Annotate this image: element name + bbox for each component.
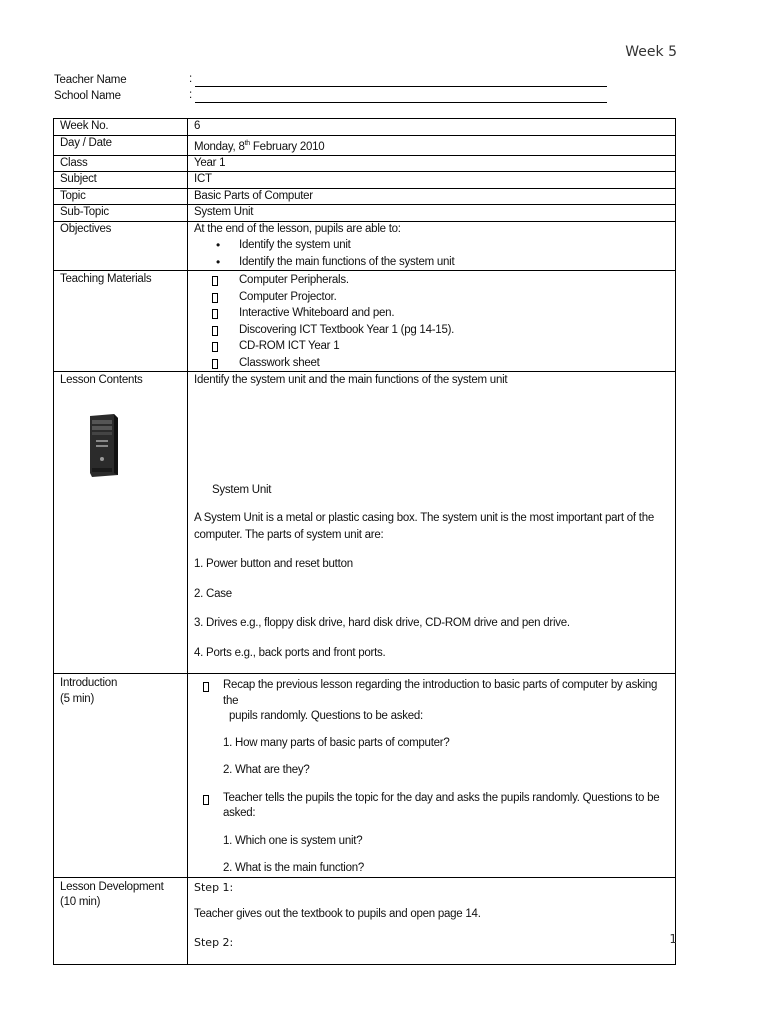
row-lesson-development [54, 877, 676, 964]
value-subject: ICT [188, 172, 676, 189]
label-day-date: Day / Date [54, 135, 188, 155]
step-1-text: Teacher gives out the textbook to pupils and open page 14. [194, 908, 481, 921]
row-lesson-contents [54, 372, 676, 674]
intro-item2: Teacher tells the pupils the topic for the day and asks the pupils randomly. Questions to be asked: [223, 791, 660, 820]
part-3: 3. Drives e.g., floppy disk drive, hard disk drive, CD-ROM drive and pen drive. [194, 617, 570, 630]
label-introduction-cell [54, 674, 188, 878]
list-item: Computer Peripherals. [194, 272, 675, 289]
objectives-list [194, 237, 675, 270]
system-unit-image [84, 414, 124, 477]
row-objectives [54, 221, 676, 271]
row-sub-topic [54, 205, 676, 222]
introduction-item-2 [194, 791, 675, 822]
label-sub-topic: Sub-Topic [54, 205, 188, 222]
date-post: February 2010 [249, 140, 325, 153]
objectives-intro: At the end of the lesson, pupils are able to: [194, 222, 401, 235]
value-introduction [188, 674, 676, 878]
list-item: CD-ROM ICT Year 1 [194, 338, 675, 355]
intro-q4: 2. What is the main function? [223, 862, 365, 875]
value-lesson-contents [188, 372, 676, 674]
date-pre: Monday, 8 [194, 140, 245, 153]
row-topic [54, 188, 676, 205]
list-item: Computer Projector. [194, 289, 675, 306]
teacher-name-colon: : [189, 73, 192, 85]
label-subject: Subject [54, 172, 188, 189]
school-name-colon: : [189, 89, 192, 101]
intro-q2: 2. What are they? [223, 764, 310, 777]
value-class: Year 1 [188, 155, 676, 172]
row-day-date [54, 135, 676, 155]
intro-item1-line1: Recap the previous lesson regarding the introduction to basic parts of computer by asking the [223, 679, 658, 707]
row-week-no [54, 119, 676, 136]
list-item: Classwork sheet [194, 355, 675, 372]
date-sup: th [244, 139, 250, 147]
materials-list [194, 271, 675, 371]
step-1-heading: Step 1: [194, 880, 234, 894]
value-topic: Basic Parts of Computer [188, 188, 676, 205]
value-teaching-materials [188, 271, 676, 372]
teacher-name-field [195, 74, 607, 87]
list-item: • Identify the system unit [194, 237, 675, 254]
part-1: 1. Power button and reset button [194, 558, 353, 571]
part-4: 4. Ports e.g., back ports and front ports. [194, 646, 386, 659]
page-number: 1 [669, 932, 677, 946]
list-item: • Identify the main functions of the system unit [194, 254, 675, 271]
lesson-development-duration: (10 min) [60, 896, 101, 909]
label-class: Class [54, 155, 188, 172]
list-item: Interactive Whiteboard and pen. [194, 305, 675, 322]
lesson-contents-para1: A System Unit is a metal or plastic casing box. The system unit is the most important part of the [194, 512, 655, 525]
step-2-heading: Step 2: [194, 935, 234, 949]
row-introduction [54, 674, 676, 878]
intro-q3: 1. Which one is system unit? [223, 834, 363, 847]
value-day-date [188, 135, 676, 155]
value-lesson-development [188, 877, 676, 964]
label-introduction: Introduction [60, 677, 118, 690]
label-objectives: Objectives [54, 221, 188, 271]
checkbox-glyph-icon [203, 682, 209, 692]
label-lesson-contents: Lesson Contents [60, 374, 143, 387]
week-header: Week 5 [625, 44, 677, 60]
label-lesson-contents-cell [54, 372, 188, 674]
computer-tower-icon [84, 414, 124, 477]
school-name-label: School Name [54, 90, 121, 102]
teacher-name-line [54, 73, 192, 86]
introduction-item-1 [194, 678, 675, 725]
introduction-duration: (5 min) [60, 692, 95, 705]
school-name-field [195, 90, 607, 103]
list-item: Discovering ICT Textbook Year 1 (pg 14-15). [194, 322, 675, 339]
lesson-contents-heading: Identify the system unit and the main functions of the system unit [194, 374, 508, 387]
lesson-plan-table [53, 118, 676, 965]
label-topic: Topic [54, 188, 188, 205]
system-unit-caption: System Unit [212, 483, 272, 496]
checkbox-glyph-icon [203, 795, 209, 805]
teacher-name-label: Teacher Name [54, 74, 127, 86]
row-subject [54, 172, 676, 189]
school-name-line [54, 89, 192, 102]
value-week-no: 6 [188, 119, 676, 136]
part-2: 2. Case [194, 587, 232, 600]
row-teaching-materials [54, 271, 676, 372]
value-sub-topic: System Unit [188, 205, 676, 222]
row-class [54, 155, 676, 172]
label-week-no: Week No. [54, 119, 188, 136]
intro-q1: 1. How many parts of basic parts of computer? [223, 736, 450, 749]
label-teaching-materials: Teaching Materials [54, 271, 188, 372]
value-objectives [188, 221, 676, 271]
label-lesson-development: Lesson Development [60, 880, 164, 893]
intro-item1-line2: pupils randomly. Questions to be asked: [229, 710, 423, 723]
label-lesson-development-cell [54, 877, 188, 964]
lesson-contents-para2: computer. The parts of system unit are: [194, 528, 384, 541]
